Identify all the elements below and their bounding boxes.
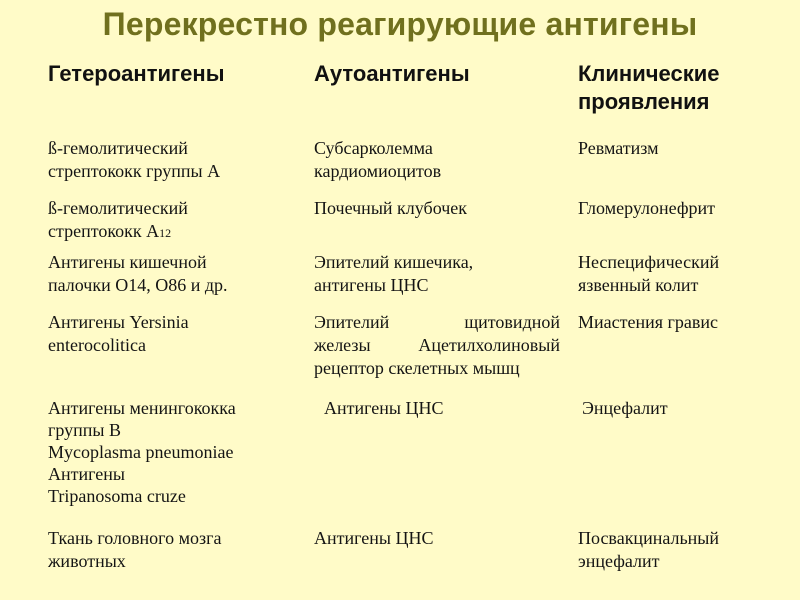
row-4-hetero-line-1: Антигены Yersinia [48, 312, 189, 332]
row-6-hetero-line-1: Ткань головного мозга [48, 528, 222, 548]
row-4-clinical-line-1: Миастения гравис [578, 312, 719, 332]
row-4-clinical [578, 311, 718, 334]
row-2-clinical-line-1: Гломерулонефрит [578, 198, 716, 218]
row-6-auto [314, 527, 434, 550]
row-4-hetero-line-2: enterocolitica [48, 335, 146, 355]
slide-title: Перекрестно реагирующие антигены [102, 6, 698, 42]
row-2-hetero-line-2 [48, 220, 188, 245]
row-3-clinical-line-1: Неспецифический [578, 252, 720, 272]
header-autoantigens: Аутоантигены [314, 61, 470, 86]
row-5-auto [324, 397, 444, 420]
row-5-hetero [48, 397, 236, 507]
header-heteroantigens: Гетероантигены [48, 61, 225, 86]
row-3-clinical [578, 251, 719, 297]
row-4-auto-line-1: Эпителий щитовидной [314, 312, 560, 332]
header-clinical [578, 60, 719, 116]
row-1-auto-line-1: Субсарколемма [314, 138, 433, 158]
row-4-hetero [48, 311, 189, 357]
row-5-hetero-line-2: группы В [48, 420, 122, 440]
row-2-auto-line-1: Почечный клубочек [314, 198, 468, 218]
row-1-hetero [48, 137, 220, 183]
row-5-clinical [582, 397, 668, 420]
row-2-hetero-line-1: ß-гемолитический [48, 198, 188, 218]
row-6-clinical-line-1: Посвакцинальный [578, 528, 720, 548]
row-6-clinical [578, 527, 719, 573]
row-5-clinical-line-1: Энцефалит [582, 398, 668, 418]
row-5-hetero-line-5: Tripanosoma cruze [48, 486, 186, 506]
row-4-auto-line-2: железы Ацетилхолиновый [314, 335, 560, 355]
row-1-clinical [578, 137, 659, 160]
row-6-auto-line-1: Антигены ЦНС [314, 528, 434, 548]
row-1-hetero-line-2: стрептококк группы А [48, 161, 221, 181]
row-5-auto-line-1: Антигены ЦНС [324, 398, 444, 418]
row-3-hetero-line-1: Антигены кишечной [48, 252, 207, 272]
header-clinical-line1: Клинические [578, 61, 720, 86]
row-3-auto-line-1: Эпителий кишечика, [314, 252, 474, 272]
row-5-hetero-line-4: Антигены [48, 464, 125, 484]
row-5-hetero-line-1: Антигены менингококка [48, 398, 236, 418]
row-3-hetero-line-2: палочки О14, О86 и др. [48, 275, 228, 295]
row-4-auto [314, 311, 560, 380]
row-4-auto-line-3: рецептор скелетных мышц [314, 358, 520, 378]
row-1-auto [314, 137, 441, 183]
row-3-auto-line-2: антигены ЦНС [314, 275, 429, 295]
row-1-hetero-line-1: ß-гемолитический [48, 138, 188, 158]
row-6-hetero-line-2: животных [48, 551, 126, 571]
row-3-hetero [48, 251, 228, 297]
header-clinical-line2: проявления [578, 89, 710, 114]
row-3-clinical-line-2: язвенный колит [578, 275, 699, 295]
row-1-auto-line-2: кардиомиоцитов [314, 161, 442, 181]
row-2-hetero-line-2-text: стрептококк А [48, 221, 160, 241]
row-6-hetero [48, 527, 221, 573]
row-2-auto [314, 197, 467, 220]
row-2-clinical [578, 197, 715, 220]
row-6-clinical-line-2: энцефалит [578, 551, 660, 571]
row-5-hetero-line-3: Mycoplasma pneumoniae [48, 442, 234, 462]
row-3-auto [314, 251, 473, 297]
row-1-clinical-line-1: Ревматизм [578, 138, 659, 158]
row-2-hetero-subscript: 12 [159, 226, 172, 240]
row-2-hetero [48, 197, 188, 245]
